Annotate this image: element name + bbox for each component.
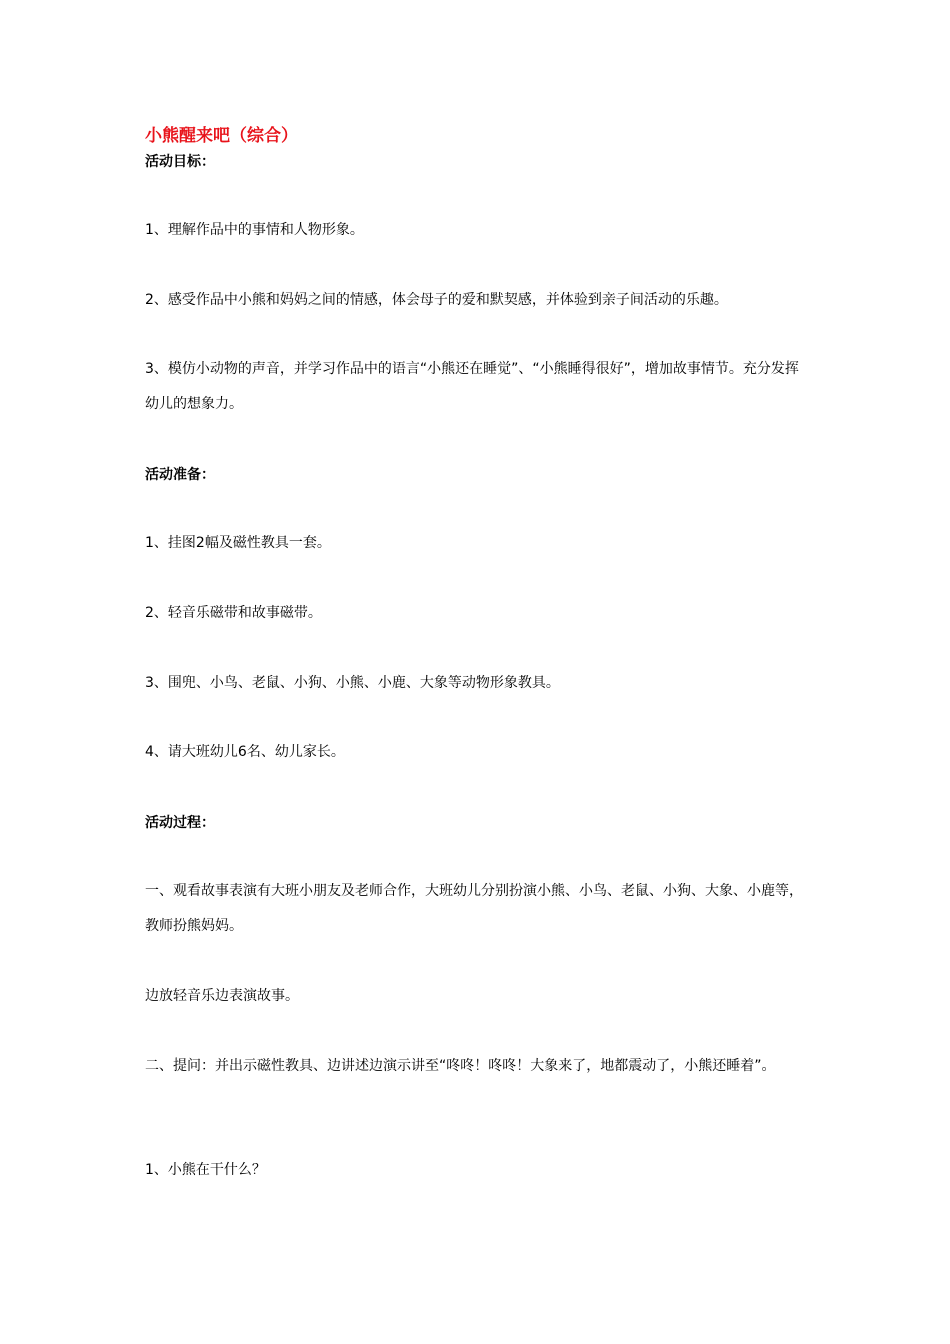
process-heading: 活动过程： [145,815,215,831]
process-item-4: 1、小熊在干什么？ [145,1162,266,1178]
preparation-item-2: 2、轻音乐磁带和故事磁带。 [145,605,322,621]
goal-item-3: 3、模仿小动物的声音，并学习作品中的语言“小熊还在睡觉”、“小熊睡得很好”，增加故事情节。充分发挥幼儿的想象力。 [145,361,799,412]
preparation-heading: 活动准备： [145,467,215,483]
preparation-item-1: 1、挂图2幅及磁性教具一套。 [145,535,331,551]
preparation-item-3: 3、围兜、小鸟、老鼠、小狗、小熊、小鹿、大象等动物形象教具。 [145,675,560,691]
goals-heading: 活动目标： [145,154,215,170]
process-item-2: 边放轻音乐边表演故事。 [145,988,299,1004]
preparation-item-4: 4、请大班幼儿6名、幼儿家长。 [145,744,345,760]
document-title: 小熊醒来吧（综合） [145,126,298,146]
goal-item-1: 1、理解作品中的事情和人物形象。 [145,222,364,238]
process-item-1: 一、观看故事表演有大班小朋友及老师合作，大班幼儿分别扮演小熊、小鸟、老鼠、小狗、大象、小鹿等，教师扮熊妈妈。 [145,883,803,934]
process-item-3: 二、提问：并出示磁性教具、边讲述边演示讲至“咚咚！咚咚！大象来了，地都震动了，小熊还睡着”。 [145,1058,776,1074]
goal-item-2: 2、感受作品中小熊和妈妈之间的情感，体会母子的爱和默契感，并体验到亲子间活动的乐趣。 [145,292,728,308]
